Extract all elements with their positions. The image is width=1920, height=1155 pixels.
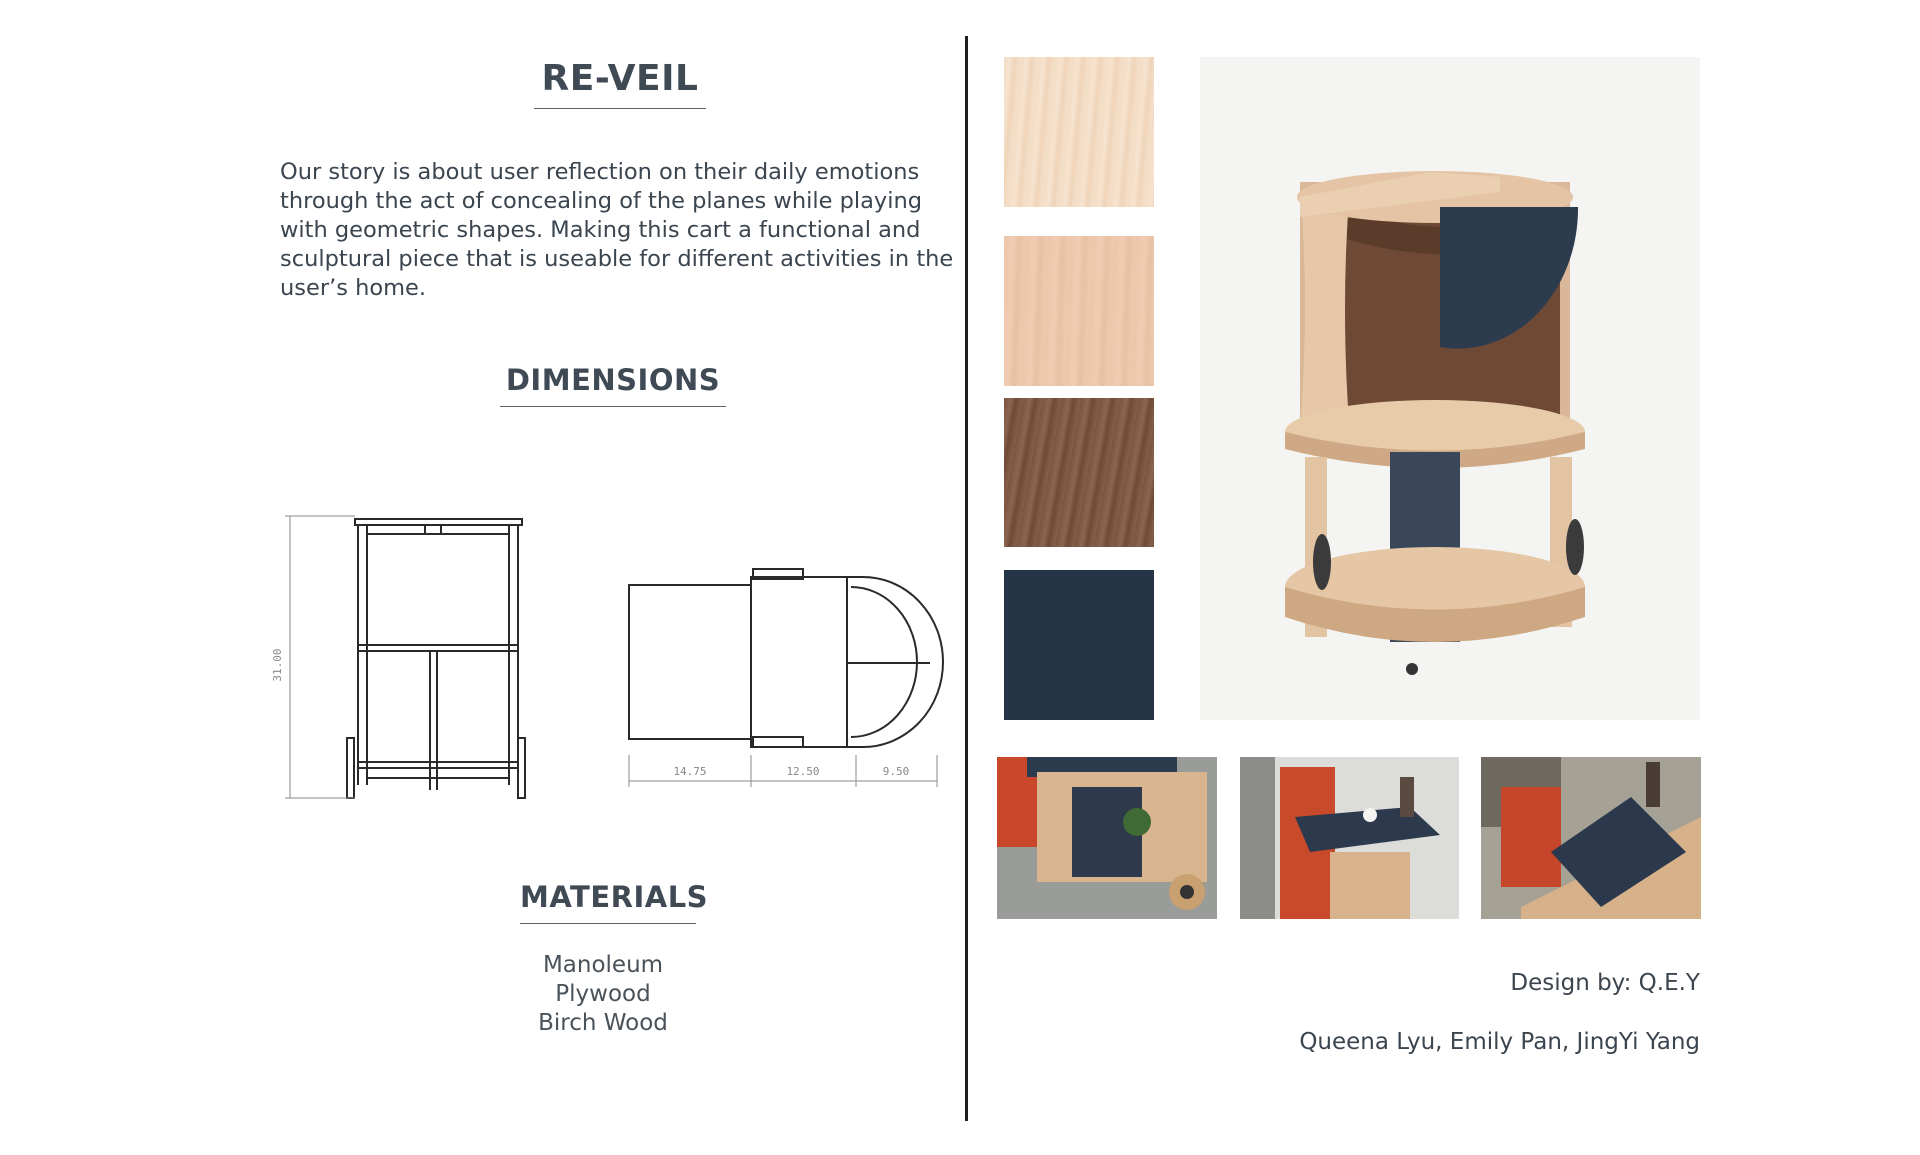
story-paragraph: Our story is about user reflection on their daily emotions through the act of concealing of the planes while playing with geometric shapes. Making this cart a functional and sculptural piece that is useable for different activities in the user’s home. [280,159,954,301]
width-label-3: 9.50 [882,765,910,778]
materials-heading [520,880,709,914]
height-dimension-label: 31.00 [271,648,284,682]
navy-linoleum-swatch [1004,570,1154,720]
material-item: Manoleum [542,952,664,978]
top-plan-drawing [625,565,945,795]
cart-product-photo [1200,57,1700,720]
project-title [534,58,706,99]
width-label-2: 12.50 [786,765,820,778]
dimensions-underline [500,406,726,407]
walnut-swatch [1004,398,1154,547]
side-elevation-drawing [271,510,545,805]
cart-open-illustration [1481,757,1701,919]
context-photo-2 [1240,757,1459,919]
materials-heading-text: MATERIALS [520,880,709,914]
vertical-divider [965,36,968,1121]
dimensions-heading [500,363,726,397]
dimensions-heading-text: DIMENSIONS [505,363,721,397]
design-credit: Design by: Q.E.Y [1510,970,1700,996]
cart-in-room-illustration [997,757,1217,919]
cart-table-illustration [1240,757,1459,919]
material-item: Plywood [555,981,651,1007]
material-item: Birch Wood [538,1010,668,1036]
birch-swatch [1004,57,1154,207]
materials-underline [520,923,696,924]
plywood-swatch [1004,236,1154,386]
designer-names: Queena Lyu, Emily Pan, JingYi Yang [1299,1029,1700,1055]
context-photo-1 [997,757,1217,919]
width-label-1: 14.75 [673,765,707,778]
cart-illustration [1200,57,1700,720]
context-photo-3 [1481,757,1701,919]
title-underline [534,108,706,109]
project-title-text: RE-VEIL [541,58,699,99]
